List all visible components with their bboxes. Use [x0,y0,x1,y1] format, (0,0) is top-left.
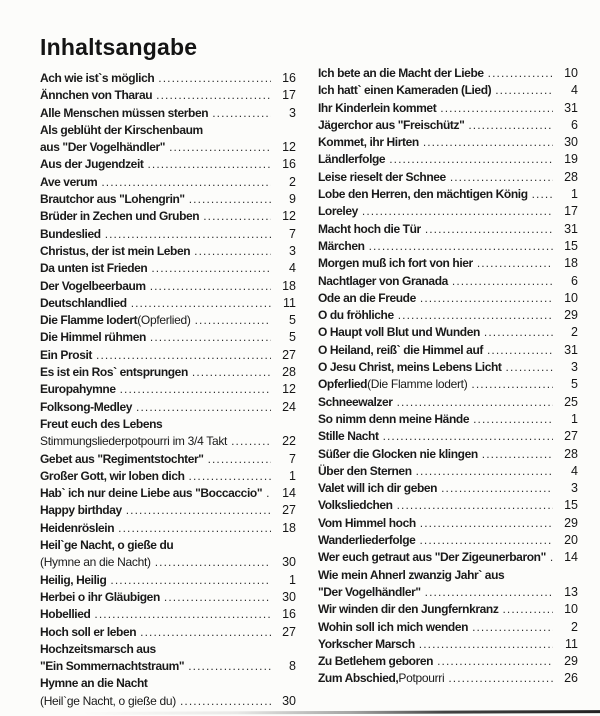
page-number: 8 [289,659,296,674]
song-title: O Haupt voll Blut und Wunden [318,325,480,340]
toc-entry [40,537,296,554]
page-number: 31 [564,100,578,115]
toc-entry [40,174,296,191]
toc-entry [40,329,296,346]
dot-leader [150,278,271,295]
song-title: Heil`ge Nacht, o gieße du [40,538,174,553]
page-number: 6 [571,117,578,132]
page-number: 6 [571,273,578,288]
dot-leader [425,221,553,238]
page-number: 28 [282,365,296,380]
page-number: 1 [571,411,578,426]
song-title: Hab` ich nur deine Liebe aus "Boccaccio" [40,486,263,501]
toc-entry [318,394,578,411]
dot-leader [131,295,271,312]
page-number: 16 [282,607,296,622]
song-title: Freut euch des Lebens [40,416,163,431]
song-title: Lobe den Herren, den mächtigen König [318,187,528,202]
toc-entry [318,584,578,601]
dot-leader [420,515,553,532]
dot-leader [189,191,271,208]
song-title: Gebet aus "Regimentstochter" [40,451,204,466]
page-number: 28 [564,169,578,184]
song-title: Happy birthday [40,503,122,518]
toc-entry [40,278,296,295]
song-subtitle: (Die Flamme lodert) [367,377,468,392]
toc-entry [318,567,578,584]
song-title: Als geblüht der Kirschenbaum [40,122,203,137]
toc-entry [318,653,578,670]
toc-entry [318,428,578,445]
toc-entry [40,70,296,87]
dot-leader [487,342,553,359]
song-title: Loreley [318,204,358,219]
dot-leader [477,255,553,272]
toc-entry [318,169,578,186]
page-number: 24 [282,399,296,414]
page-number: 4 [289,261,296,276]
toc-entry [318,100,578,117]
toc-entry [318,601,578,618]
song-title: Volksliedchen [318,498,393,513]
page-number: 12 [282,209,296,224]
dot-leader [495,82,553,99]
toc-entry [40,364,296,381]
song-title: Deutschlandlied [40,295,127,310]
dot-leader [416,463,553,480]
song-title: Wir winden dir den Jungfernkranz [318,602,499,617]
song-title: Folksong-Medley [40,399,133,414]
dot-leader [150,329,271,346]
song-title: Stille Nacht [318,429,379,444]
toc-entry [318,221,578,238]
song-title: Bundeslied [40,226,101,241]
page-number: 9 [289,192,296,207]
toc-entry [40,191,296,208]
page-number: 7 [289,226,296,241]
dot-leader [140,624,271,641]
song-title: Brüder in Zechen und Gruben [40,209,200,224]
dot-leader [398,307,553,324]
page-number: 12 [282,382,296,397]
song-title: So nimm denn meine Hände [318,411,470,426]
toc-entry [40,347,296,364]
song-title: Herbei o ihr Gläubigen [40,589,160,604]
toc-entry [40,433,296,450]
page-number: 2 [289,174,296,189]
toc-entry [318,376,578,393]
page-number: 10 [564,66,578,80]
song-title: Wohin soll ich mich wenden [318,619,469,634]
toc-entry [318,480,578,497]
dot-leader [362,203,553,220]
toc-entry [318,670,578,687]
song-title: Leise rieselt der Schnee [318,169,446,184]
page-number: 3 [571,481,578,496]
page-number: 27 [282,503,296,518]
page-number: 14 [282,486,296,501]
dot-leader [420,290,553,307]
song-title: Christus, der ist mein Leben [40,243,191,258]
page-number: 15 [564,238,578,253]
toc-entry [318,151,578,168]
toc-column-right [318,65,578,710]
song-title: Ländlerfolge [318,152,386,167]
song-title: Wie mein Ahnerl zwanzig Jahr` aus [318,567,505,582]
dot-leader [155,554,271,571]
dot-leader [203,208,271,225]
song-title: Hymne an die Nacht [40,676,148,691]
toc-entry [318,359,578,376]
song-title: Morgen muß ich fort von hier [318,256,473,271]
page-number: 3 [289,243,296,258]
dot-leader [188,658,271,675]
song-title: Da unten ist Frieden [40,261,148,276]
page-number: 4 [571,463,578,478]
song-title: Hochzeitsmarsch aus [40,641,156,656]
toc-entry [40,381,296,398]
dot-leader [472,619,553,636]
page-number: 12 [282,140,296,155]
toc-entry [318,203,578,220]
page-number: 2 [571,325,578,340]
toc-entry [40,208,296,225]
dot-leader [471,376,553,393]
page-number: 5 [289,313,296,328]
song-title: Heidenröslein [40,520,115,535]
song-title: Wer euch getraut aus "Der Zigeunerbaron" [318,550,546,565]
page-number: 31 [564,221,578,236]
dot-leader [452,273,553,290]
toc-entry [318,324,578,341]
song-title: Ich bete an die Macht der Liebe [318,66,484,80]
page-number: 2 [571,619,578,634]
dot-leader [158,70,271,87]
toc-entry [40,260,296,277]
toc-columns [40,66,578,710]
song-title: Ihr Kinderlein kommet [318,100,437,115]
page-number: 10 [564,602,578,617]
dot-leader [194,243,271,260]
page-number: 30 [282,693,296,708]
song-subtitle: (Opferlied) [137,313,191,328]
toc-entry [318,117,578,134]
toc-entry [40,520,296,537]
toc-entry [318,307,578,324]
song-title: Alle Menschen müssen sterben [40,105,209,120]
toc-entry [318,411,578,428]
dot-leader [550,549,553,566]
page-number: 30 [282,555,296,570]
toc-entry [318,463,578,480]
page-number: 1 [571,187,578,202]
scan-edge-artifact [80,710,600,715]
toc-entry [40,243,296,260]
song-title: Ave verum [40,174,98,189]
page-number: 15 [564,498,578,513]
song-title: Opferlied [318,377,368,392]
dot-leader [468,117,553,134]
toc-entry [40,658,296,675]
page-number: 11 [283,295,296,310]
toc-entry [40,226,296,243]
dot-leader [189,468,271,485]
page-number: 3 [289,105,296,120]
dot-leader [164,589,271,606]
toc-entry [318,342,578,359]
page-number: 29 [564,308,578,323]
song-title: Die Himmel rühmen [40,330,146,345]
page-number: 27 [282,347,296,362]
toc-entry [40,451,296,468]
dot-leader [120,381,271,398]
toc-entry [318,134,578,151]
song-title: Brautchor aus "Lohengrin" [40,192,185,207]
toc-entry [40,693,296,710]
dot-leader [482,446,553,463]
dot-leader [147,156,271,173]
toc-entry [40,606,296,623]
song-title: Großer Gott, wir loben dich [40,468,185,483]
dot-leader [266,485,271,502]
toc-entry [318,65,578,82]
dot-leader [180,693,271,710]
song-title: Über den Sternen [318,463,412,478]
toc-entry [40,122,296,139]
song-title: Aus der Jugendzeit [40,157,144,172]
toc-column-left [40,70,296,710]
dot-leader [440,100,553,117]
toc-entry [40,295,296,312]
song-title: Macht hoch die Tür [318,221,421,236]
dot-leader [532,186,553,203]
dot-leader [473,411,553,428]
dot-leader [94,606,271,623]
page-number: 18 [282,278,296,293]
page-number: 3 [571,360,578,375]
song-title: Es ist ein Ros` entsprungen [40,365,188,380]
page-number: 17 [282,88,296,103]
page-number: 1 [289,572,296,587]
page-number: 27 [564,429,578,444]
dot-leader [101,174,271,191]
dot-leader [369,238,553,255]
toc-entry [40,399,296,416]
page-number: 5 [289,330,296,345]
dot-leader [192,364,271,381]
toc-entry [40,416,296,433]
page-number: 11 [565,636,578,651]
song-title: aus "Der Vogelhändler" [40,140,166,155]
toc-entry [318,446,578,463]
page-number: 27 [282,624,296,639]
song-title: Heilig, Heilig [40,572,107,587]
song-title: Märchen [318,238,365,253]
dot-leader [383,428,553,445]
dot-leader [441,480,553,497]
page-number: 31 [564,342,578,357]
dot-leader [437,653,553,670]
page-number: 13 [564,584,578,599]
page-number: 25 [564,394,578,409]
song-title: Wanderliederfolge [318,533,416,548]
page-number: 28 [564,446,578,461]
page-number: 26 [564,671,578,686]
toc-entry [318,238,578,255]
dot-leader [397,497,553,514]
song-title: Die Flamme lodert [40,313,138,328]
song-title: Der Vogelbeerbaum [40,278,146,293]
page-number: 10 [564,290,578,305]
page-number: 1 [289,468,296,483]
dot-leader [208,451,271,468]
toc-entry [318,82,578,99]
dot-leader [484,324,553,341]
dot-leader [110,572,271,589]
toc-entry [318,532,578,549]
toc-entry [318,186,578,203]
dot-leader [105,226,271,243]
toc-entry [40,589,296,606]
toc-entry [318,636,578,653]
toc-entry [40,675,296,692]
song-title: Süßer die Glocken nie klingen [318,446,478,461]
page-title: Inhaltsangabe [40,34,198,60]
song-title: Vom Himmel hoch [318,515,416,530]
toc-entry [40,554,296,571]
dot-leader [126,502,271,519]
song-title: Hobellied [40,607,91,622]
toc-entry [318,497,578,514]
song-title: (Hymne an die Nacht) [40,555,151,570]
dot-leader [419,636,553,653]
page-number: 29 [564,654,578,669]
page-number: 4 [571,83,578,98]
dot-leader [448,670,553,687]
dot-leader [389,151,553,168]
toc-entry [40,485,296,502]
song-title: Ein Prosit [40,347,93,362]
song-title: Ännchen von Tharau [40,88,153,103]
toc-entry [40,502,296,519]
dot-leader [450,169,553,186]
page-number: 30 [564,135,578,150]
song-title: Ich hatt` einen Kameraden (Lied) [318,83,492,98]
toc-entry [40,468,296,485]
dot-leader [118,520,271,537]
song-title: "Ein Sommernachtstraum" [40,659,185,674]
dot-leader [156,87,271,104]
page-number: 7 [289,451,296,466]
dot-leader [96,347,271,364]
song-title: (Heil`ge Nacht, o gieße du) [40,693,176,708]
dot-leader [151,260,271,277]
page-number: 17 [564,204,578,219]
toc-entry [318,290,578,307]
toc-entry [40,87,296,104]
page-number: 16 [282,157,296,172]
dot-leader [231,433,271,450]
song-title: Schneewalzer [318,394,393,409]
dot-leader [169,139,271,156]
toc-entry [318,273,578,290]
dot-leader [423,134,553,151]
page-number: 19 [564,152,578,167]
song-title: Jägerchor aus "Freischütz" [318,117,465,132]
page-number: 29 [564,515,578,530]
song-title: Valet will ich dir geben [318,481,438,496]
toc-entry [40,312,296,329]
dot-leader [212,105,271,122]
page-number: 22 [282,434,296,449]
toc-entry [40,156,296,173]
dot-leader [136,399,271,416]
song-title: O Jesu Christ, meins Lebens Licht [318,360,502,375]
toc-entry [318,255,578,272]
song-title: O du fröhliche [318,308,394,323]
toc-entry [40,105,296,122]
toc-entry [318,515,578,532]
toc-entry [40,139,296,156]
song-title: Zum Abschied, [318,671,399,686]
toc-entry [40,572,296,589]
dot-leader [488,65,553,82]
toc-entry [318,549,578,566]
page-number: 14 [564,550,578,565]
page-number: 18 [282,520,296,535]
song-title: Nachtlager von Granada [318,273,448,288]
dot-leader [419,532,553,549]
page-number: 30 [282,589,296,604]
page-number: 5 [571,377,578,392]
song-title: Yorkscher Marsch [318,636,415,651]
toc-entry [40,624,296,641]
song-subtitle: Potpourri [398,671,445,686]
toc-entry [318,619,578,636]
dot-leader [195,312,271,329]
song-title: Zu Betlehem geboren [318,654,434,669]
song-title: Ode an die Freude [318,290,416,305]
song-title: Europahymne [40,382,116,397]
page-number: 18 [564,256,578,271]
song-title: Ach wie ist`s möglich [40,71,155,85]
dot-leader [502,601,553,618]
dot-leader [397,394,553,411]
song-title: O Heiland, reiß` die Himmel auf [318,342,483,357]
toc-entry [40,641,296,658]
page-number: 16 [282,71,296,85]
page-number: 20 [564,533,578,548]
song-title: Kommet, ihr Hirten [318,135,419,150]
song-title: Stimmungsliederpotpourri im 3/4 Takt [40,434,228,449]
dot-leader [425,584,553,601]
song-title: "Der Vogelhändler" [318,584,421,599]
dot-leader [506,359,553,376]
song-title: Hoch soll er leben [40,624,137,639]
